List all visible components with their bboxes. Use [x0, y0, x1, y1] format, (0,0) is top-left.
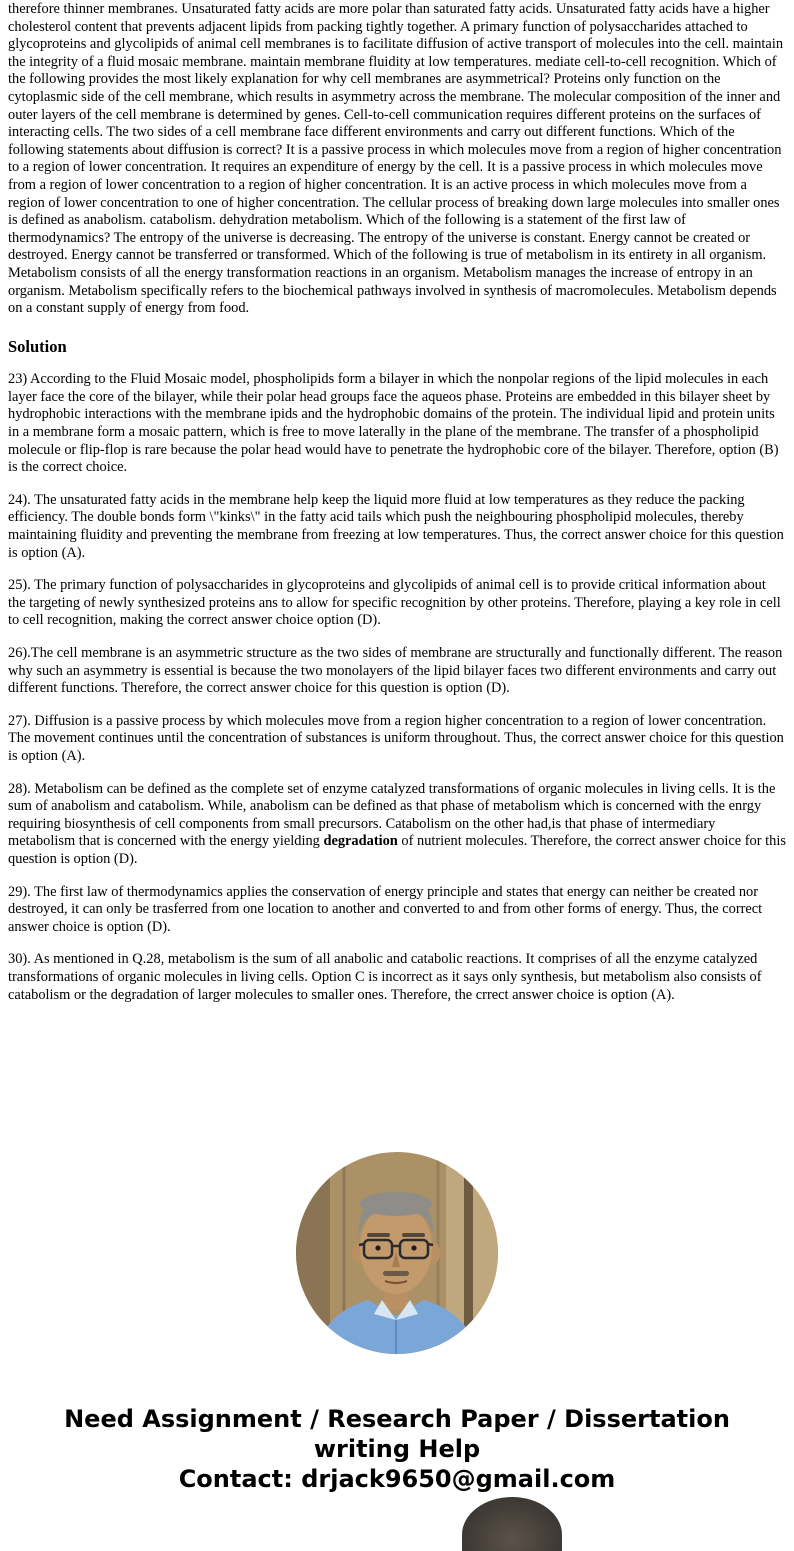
tutor-photo	[296, 1152, 498, 1354]
solution-28-text-before: 28). Metabolism can be defined as the complete set of enzyme catalyzed transformations of organic molecules in living cells. It is the sum of anabolism and catabolism. While, anabolism can be defined as that phase of metabolism which is concerned with the enrgy requiring biosynthesis of cell components from small precursors. Catabolism on the other had,is that phase of intermediary metabolism that is concerned with the energy yielding	[8, 780, 776, 850]
footer-headline: Need Assignment / Research Paper / Dissertation writing Help	[64, 1405, 730, 1463]
solution-heading: Solution	[8, 336, 67, 356]
solution-28	[8, 781, 786, 869]
solution-26: 26).The cell membrane is an asymmetric structure as the two sides of membrane are structurally and functionally different. The reason why such an asymmetry is essential is because the two monolayers of the lipid bilayer faces two different environments and carry out different functions. Therefore, the correct answer choice for this question is option (D).	[8, 645, 783, 697]
question-text-paragraph: therefore thinner membranes. Unsaturated fatty acids are more polar than saturated fatty acids. Unsaturated fatty acids have a higher cholesterol content that prevents adjacent lipids from packing tightly together. A primary function of polysaccharides attached to glycoproteins and glycolipids of animal cell membranes is to facilitate diffusion of active transport of molecules into the cell. maintain the integrity of a fluid mosaic membrane. maintain membrane fluidity at low temperatures. mediate cell-to-cell recognition. Which of the following provides the most likely explanation for why cell membranes are asymmetrical? Proteins only function on the cytoplasmic side of the cell membrane, which results in asymmetry across the membrane. The molecular composition of the inner and outer layers of the cell membrane is determined by genes. Cell-to-cell communication requires different proteins on the surfaces of interacting cells. The two sides of a cell membrane face different environments and carry out different functions. Which of the following statements about diffusion is correct? It is a passive process in which molecules move from a region of higher concentration to a region of lower concentration. It requires an expenditure of energy by the cell. It is a passive process in which molecules move from a region of lower concentration to a region of higher concentration. It is an active process in which molecules move from a region of lower concentration to one of higher concentration. The cellular process of breaking down large molecules into smaller ones is defined as anabolism. catabolism. dehydration metabolism. Which of the following is a statement of the first law of thermodynamics? The entropy of the universe is decreasing. The entropy of the universe is constant. Energy cannot be created or destroyed. Energy cannot be transferred or transformed. Which of the following is true of metabolism in its entirety in all organism. Metabolism consists of all the energy transformation reactions in an organism. Metabolism manages the increase of entropy in an organism. Metabolism specifically refers to the biochemical pathways involved in synthesis of macromolecules. Metabolism depends on a constant supply of energy from food.	[8, 1, 784, 317]
solution-24: 24). The unsaturated fatty acids in the membrane help keep the liquid more fluid at low temperatures as they reduce the packing efficiency. The double bonds form \"kinks\" in the fatty acid tails which push the neighbouring phospholipid molecules, thereby maintaining fluidity and preventing the membrane from freezing at low temperatures. Thus, the correct answer choice for this question is option (A).	[8, 491, 784, 561]
solution-30: 30). As mentioned in Q.28, metabolism is the sum of all anabolic and catabolic reactions. It comprises of all the enzyme catalyzed transformations of organic molecules in living cells. Option C is incorrect as it says only synthesis, but metabolism also consists of catabolism or the degradation of larger molecules to smaller ones. Therefore, the crrect answer choice is option (A).	[8, 951, 762, 1003]
solution-29: 29). The first law of thermodynamics applies the conservation of energy principle and states that energy can neither be created nor destroyed, it can only be trasferred from one location to another and converted to and from other forms of energy. Thus, the correct answer choice is option (D).	[8, 883, 763, 935]
document-body	[8, 0, 786, 1019]
solution-27: 27). Diffusion is a passive process by which molecules move from a region higher concentration to a region of lower concentration. The movement continues until the concentration of substances is uniform throughout. Thus, the correct answer choice for this question is option (A).	[8, 712, 784, 764]
cropped-image-fragment	[462, 1497, 562, 1551]
person-portrait-illustration	[296, 1152, 498, 1354]
solution-25: 25). The primary function of polysaccharides in glycoproteins and glycolipids of animal cell is to provide critical information about the targeting of newly synthesized proteins ans to allow for specific recognition by other proteins. Therefore, playing a key role in cell to cell recognition, making the correct answer choice option (D).	[8, 577, 781, 629]
footer-contact-email: Contact: drjack9650@gmail.com	[178, 1465, 616, 1493]
footer-cta	[0, 1404, 794, 1494]
solution-28-bold-word: degradation	[323, 833, 398, 850]
solution-28-text-after: of nutrient molecules. Therefore, the correct answer choice for this question is option (D).	[8, 833, 786, 867]
solution-23: 23) According to the Fluid Mosaic model, phospholipids form a bilayer in which the nonpolar regions of the lipid molecules in each layer face the core of the bilayer, while their polar head groups face the aqueos phase. Proteins are embedded in this bilayer sheet by hydrophobic interactions with the membrane ipids and the hydrophobic domains of the protein. The individual lipid and protein units in a membrane form a mosaic pattern, which is free to move laterally in the plane of the membrane. The transfer of a phospholipid molecule or flip-flop is rare because the polar head would have to penetrate the hydrophobic core of the bilayer. Therefore, option (B) is the correct choice.	[8, 371, 779, 476]
